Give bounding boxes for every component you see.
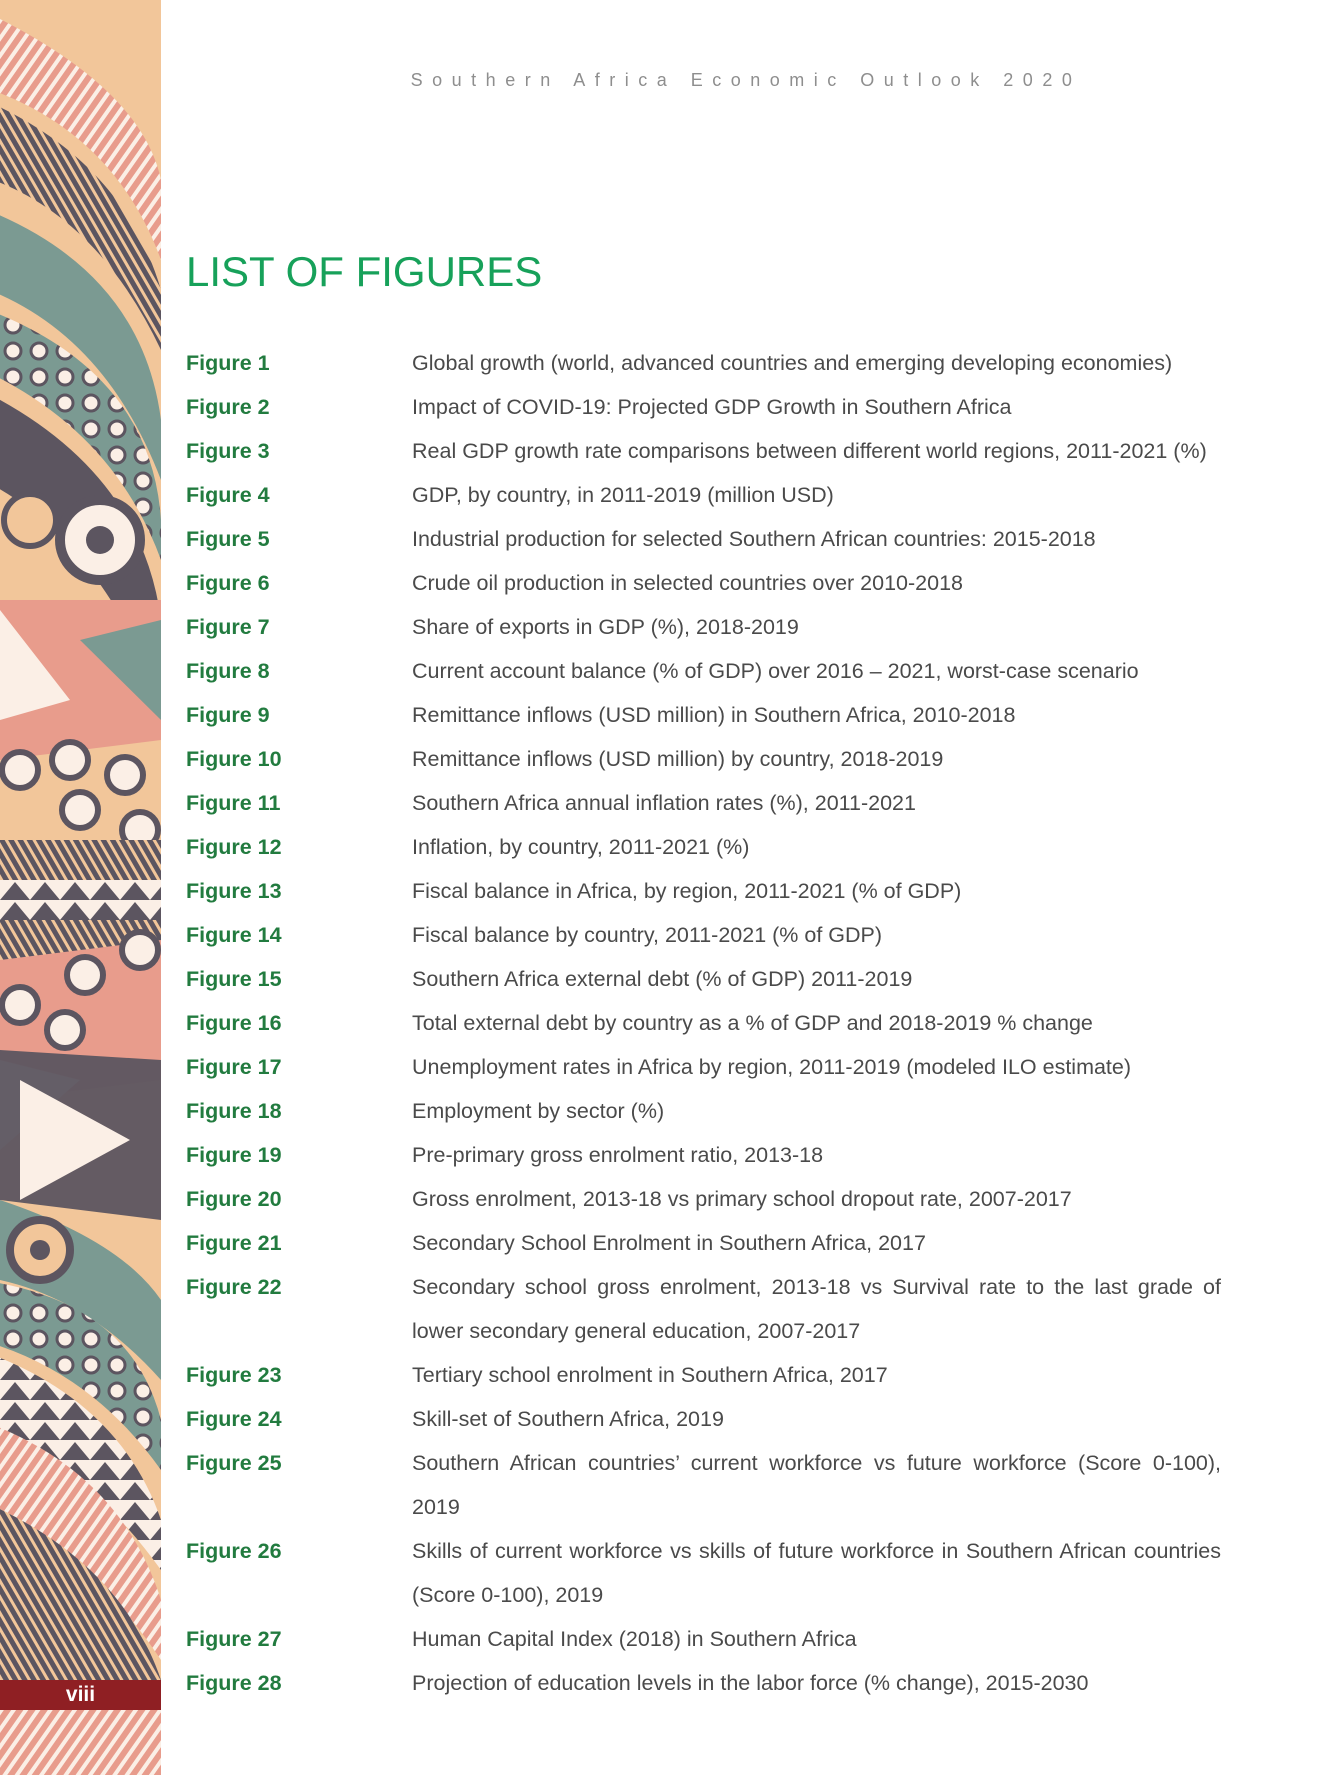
figure-title: Inflation, by country, 2011-2021 (%) bbox=[412, 835, 750, 859]
figure-title: Human Capital Index (2018) in Southern Africa bbox=[412, 1627, 857, 1651]
figure-title: Current account balance (% of GDP) over 2016 – 2021, worst-case scenario bbox=[412, 659, 1139, 683]
figure-entry[interactable] bbox=[186, 1617, 1221, 1661]
figure-title: Southern Africa annual inflation rates (%), 2011-2021 bbox=[412, 791, 916, 815]
figure-label: Figure 16 bbox=[186, 1011, 282, 1035]
figure-title: GDP, by country, in 2011-2019 (million USD) bbox=[412, 483, 834, 507]
figure-title: Skill-set of Southern Africa, 2019 bbox=[412, 1407, 724, 1431]
figure-label: Figure 28 bbox=[186, 1671, 282, 1695]
figure-label: Figure 9 bbox=[186, 703, 270, 727]
figure-title: Impact of COVID-19: Projected GDP Growth in Southern Africa bbox=[412, 395, 1012, 419]
figure-label: Figure 21 bbox=[186, 1231, 282, 1255]
figure-title: Southern Africa external debt (% of GDP) 2011-2019 bbox=[412, 967, 913, 991]
figure-entry[interactable] bbox=[186, 825, 1221, 869]
figure-title: Employment by sector (%) bbox=[412, 1099, 665, 1123]
figure-label: Figure 10 bbox=[186, 747, 282, 771]
figure-label: Figure 14 bbox=[186, 923, 282, 947]
figure-entry[interactable] bbox=[186, 869, 1221, 913]
figure-title: Global growth (world, advanced countries and emerging developing economies) bbox=[412, 351, 1173, 375]
figure-title: Skills of current workforce vs skills of future workforce in Southern African countries (Score 0-100), 2019 bbox=[412, 1539, 1221, 1607]
figure-label: Figure 5 bbox=[186, 527, 270, 551]
figure-title: Fiscal balance by country, 2011-2021 (% of GDP) bbox=[412, 923, 883, 947]
figure-entry[interactable] bbox=[186, 1265, 1221, 1353]
figure-label: Figure 2 bbox=[186, 395, 270, 419]
figure-title: Crude oil production in selected countries over 2010-2018 bbox=[412, 571, 963, 595]
figure-entry[interactable] bbox=[186, 693, 1221, 737]
figure-entry[interactable] bbox=[186, 1441, 1221, 1529]
figure-label: Figure 24 bbox=[186, 1407, 282, 1431]
figure-entry[interactable] bbox=[186, 1177, 1221, 1221]
figure-entry[interactable] bbox=[186, 429, 1221, 473]
figure-entry[interactable] bbox=[186, 1529, 1221, 1617]
figure-entry[interactable] bbox=[186, 385, 1221, 429]
figure-label: Figure 7 bbox=[186, 615, 270, 639]
figure-label: Figure 3 bbox=[186, 439, 270, 463]
decorative-pattern-band bbox=[0, 0, 161, 1775]
figure-title: Pre-primary gross enrolment ratio, 2013-18 bbox=[412, 1143, 824, 1167]
figure-entry[interactable] bbox=[186, 517, 1221, 561]
figure-title: Remittance inflows (USD million) by country, 2018-2019 bbox=[412, 747, 944, 771]
figure-label: Figure 4 bbox=[186, 483, 270, 507]
tribal-pattern-illustration bbox=[0, 0, 161, 1775]
figure-label: Figure 15 bbox=[186, 967, 282, 991]
figure-entry[interactable] bbox=[186, 341, 1221, 385]
figure-entry[interactable] bbox=[186, 1089, 1221, 1133]
figure-label: Figure 22 bbox=[186, 1275, 282, 1299]
figure-entry[interactable] bbox=[186, 649, 1221, 693]
figure-entry[interactable] bbox=[186, 957, 1221, 1001]
figure-label: Figure 12 bbox=[186, 835, 282, 859]
figure-label: Figure 8 bbox=[186, 659, 270, 683]
page-title: LIST OF FIGURES bbox=[186, 248, 543, 295]
figure-title: Unemployment rates in Africa by region, 2011-2019 (modeled ILO estimate) bbox=[412, 1055, 1132, 1079]
figure-title: Total external debt by country as a % of GDP and 2018-2019 % change bbox=[412, 1011, 1093, 1035]
figure-label: Figure 6 bbox=[186, 571, 270, 595]
figure-label: Figure 1 bbox=[186, 351, 270, 375]
figure-label: Figure 27 bbox=[186, 1627, 282, 1651]
figure-entry[interactable] bbox=[186, 1221, 1221, 1265]
figure-title: Real GDP growth rate comparisons between different world regions, 2011-2021 (%) bbox=[412, 439, 1207, 463]
figure-entry[interactable] bbox=[186, 1661, 1221, 1705]
figure-label: Figure 26 bbox=[186, 1539, 282, 1563]
figure-entry[interactable] bbox=[186, 1001, 1221, 1045]
figure-label: Figure 23 bbox=[186, 1363, 282, 1387]
figure-label: Figure 13 bbox=[186, 879, 282, 903]
figure-entry[interactable] bbox=[186, 737, 1221, 781]
figure-entry[interactable] bbox=[186, 473, 1221, 517]
figure-title: Tertiary school enrolment in Southern Africa, 2017 bbox=[412, 1363, 888, 1387]
figure-title: Secondary School Enrolment in Southern Africa, 2017 bbox=[412, 1231, 926, 1255]
figure-title: Fiscal balance in Africa, by region, 2011-2021 (% of GDP) bbox=[412, 879, 962, 903]
figure-title: Share of exports in GDP (%), 2018-2019 bbox=[412, 615, 799, 639]
figure-entry[interactable] bbox=[186, 605, 1221, 649]
figure-title: Remittance inflows (USD million) in Southern Africa, 2010-2018 bbox=[412, 703, 1016, 727]
figure-entry[interactable] bbox=[186, 1353, 1221, 1397]
figure-entry[interactable] bbox=[186, 781, 1221, 825]
figure-label: Figure 17 bbox=[186, 1055, 282, 1079]
figure-title: Industrial production for selected Southern African countries: 2015-2018 bbox=[412, 527, 1096, 551]
figure-entry[interactable] bbox=[186, 913, 1221, 957]
figure-entry[interactable] bbox=[186, 1045, 1221, 1089]
figure-entry[interactable] bbox=[186, 1397, 1221, 1441]
figure-label: Figure 19 bbox=[186, 1143, 282, 1167]
figure-label: Figure 20 bbox=[186, 1187, 282, 1211]
figure-title: Secondary school gross enrolment, 2013-18 vs Survival rate to the last grade of lower secondary general education, 2007-2017 bbox=[412, 1275, 1221, 1343]
figure-label: Figure 25 bbox=[186, 1451, 282, 1475]
figure-label: Figure 11 bbox=[186, 791, 281, 815]
figure-list bbox=[186, 341, 1221, 1705]
figure-title: Projection of education levels in the labor force (% change), 2015-2030 bbox=[412, 1671, 1089, 1695]
figure-title: Southern African countries’ current workforce vs future workforce (Score 0-100), 2019 bbox=[412, 1451, 1221, 1519]
figure-entry[interactable] bbox=[186, 1133, 1221, 1177]
figure-entry[interactable] bbox=[186, 561, 1221, 605]
page-number: viii bbox=[0, 1680, 161, 1710]
running-header: Southern Africa Economic Outlook 2020 bbox=[410, 70, 1082, 90]
figure-title: Gross enrolment, 2013-18 vs primary school dropout rate, 2007-2017 bbox=[412, 1187, 1072, 1211]
figure-label: Figure 18 bbox=[186, 1099, 282, 1123]
